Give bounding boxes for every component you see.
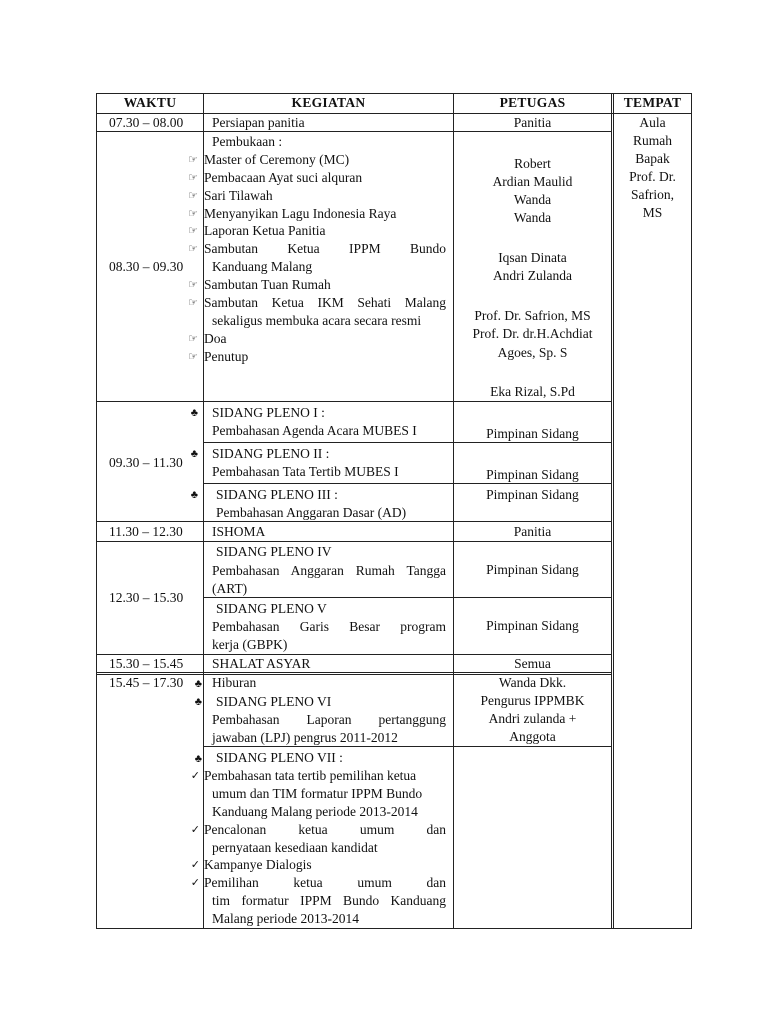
session-item-continued: pernyataan kesediaan kandidat [212,840,378,855]
agenda-item: Sari Tilawah [204,188,273,203]
officer-cell: Pengurus IPPMBK [480,693,585,708]
agenda-item: Sambutan Tuan Rumah [204,277,331,292]
header-kegiatan: KEGIATAN [291,95,366,110]
session-title: SIDANG PLENO VI [216,694,332,709]
activity-cell: SHALAT ASYAR [212,656,311,671]
session-title: SIDANG PLENO III : [216,487,338,502]
session-item: Pembahasan tata tertib pemilihan ketua [204,768,417,783]
officer-cell: Panitia [513,524,552,539]
pointing-hand-icon: ☞ [188,333,198,345]
agenda-item: Sambutan Ketua IKM Sehati Malang [204,295,446,310]
agenda-item-continued: sekaligus membuka acara secara resmi [212,313,422,328]
pointing-hand-icon: ☞ [188,225,198,237]
pointing-hand-icon: ☞ [188,190,198,202]
activity-cell: Hiburan [212,675,257,690]
time-cell: 15.30 – 15.45 [109,656,184,671]
officer-cell: Prof. Dr. Safrion, MS [474,308,591,323]
activity-title: Pembukaan : [212,134,283,149]
officer-cell: Anggota [509,729,556,744]
pointing-hand-icon: ☞ [188,154,198,166]
officer-cell: Robert [514,156,551,171]
officer-cell: Wanda Dkk. [498,675,567,690]
session-item-continued: Malang periode 2013-2014 [212,911,359,926]
officer-cell: Pimpinan Sidang [486,487,579,502]
officer-cell: Pimpinan Sidang [486,467,579,482]
session-desc: kerja (GBPK) [212,637,288,652]
time-cell: 12.30 – 15.30 [109,590,184,605]
time-cell: 07.30 – 08.00 [109,115,184,130]
officer-cell: Andri Zulanda [492,268,573,283]
activity-cell: Persiapan panitia [212,115,305,130]
officer-cell: Agoes, Sp. S [497,345,568,360]
session-title: SIDANG PLENO II : [212,446,330,461]
session-desc: Pembahasan Tata Tertib MUBES I [212,464,399,479]
pointing-hand-icon: ☞ [188,172,198,184]
officer-cell: Eka Rizal, S.Pd [490,384,575,399]
officer-cell: Pimpinan Sidang [486,562,579,577]
session-desc: Pembahasan Garis Besar program [212,619,446,634]
session-item-continued: umum dan TIM formatur IPPM Bundo [212,786,423,801]
header-petugas: PETUGAS [499,95,566,110]
checkmark-icon: ✓ [190,824,200,836]
pointing-hand-icon: ☞ [188,279,198,291]
column-divider [611,93,612,929]
session-title: SIDANG PLENO IV [216,544,332,559]
time-cell: 09.30 – 11.30 [109,455,183,470]
tempat-line: MS [642,205,663,220]
session-desc: Pembahasan Anggaran Rumah Tangga [212,563,446,578]
club-icon: ♣ [194,753,202,765]
officer-cell: Wanda [513,210,552,225]
session-title: SIDANG PLENO I : [212,405,325,420]
club-icon: ♣ [190,407,198,419]
officer-cell: Iqsan Dinata [498,250,567,265]
row-divider [96,541,612,542]
officer-cell: Andri zulanda + [488,711,577,726]
tempat-line: Rumah [633,133,672,148]
session-item: Kampanye Dialogis [204,857,312,872]
officer-cell: Panitia [513,115,552,130]
pointing-hand-icon: ☞ [188,208,198,220]
session-desc: Pembahasan Agenda Acara MUBES I [212,423,417,438]
club-icon: ♣ [194,678,202,690]
agenda-item: Penutup [204,349,249,364]
officer-cell: Pimpinan Sidang [486,426,579,441]
pointing-hand-icon: ☞ [188,243,198,255]
agenda-item: Pembacaan Ayat suci alquran [204,170,363,185]
agenda-item: Master of Ceremony (MC) [204,152,350,167]
officer-cell: Semua [514,656,551,671]
agenda-item: Sambutan Ketua IPPM Bundo [204,241,446,256]
club-icon: ♣ [194,696,202,708]
agenda-item: Doa [204,331,227,346]
session-item-continued: tim formatur IPPM Bundo Kanduang [212,893,446,908]
session-title: SIDANG PLENO V [216,601,327,616]
session-desc: jawaban (LPJ) pengrus 2011-2012 [212,730,398,745]
row-divider [96,401,612,402]
activity-cell: ISHOMA [212,524,266,539]
checkmark-icon: ✓ [190,877,200,889]
tempat-line: Aula [639,115,666,130]
pointing-hand-icon: ☞ [188,351,198,363]
checkmark-icon: ✓ [190,770,200,782]
pointing-hand-icon: ☞ [188,297,198,309]
club-icon: ♣ [190,448,198,460]
officer-cell: Wanda [513,192,552,207]
agenda-item-continued: Kanduang Malang [212,259,313,274]
agenda-item: Laporan Ketua Panitia [204,223,326,238]
session-title: SIDANG PLENO VII : [216,750,343,765]
time-cell: 15.45 – 17.30 [109,675,184,690]
officer-cell: Ardian Maulid [492,174,573,189]
session-item: Pemilihan ketua umum dan [204,875,446,890]
agenda-item: Menyanyikan Lagu Indonesia Raya [204,206,397,221]
session-desc: Pembahasan Laporan pertanggung [212,712,446,727]
tempat-line: Bapak [635,151,670,166]
time-cell: 08.30 – 09.30 [109,259,184,274]
officer-cell: Prof. Dr. dr.H.Achdiat [472,326,593,341]
tempat-line: Prof. Dr. [629,169,676,184]
row-divider [203,597,612,598]
time-cell: 11.30 – 12.30 [109,524,183,539]
officer-cell: Pimpinan Sidang [486,618,579,633]
session-item: Pencalonan ketua umum dan [204,822,446,837]
tempat-line: Safrion, [630,187,675,202]
header-waktu: WAKTU [123,95,177,110]
club-icon: ♣ [190,489,198,501]
session-desc: Pembahasan Anggaran Dasar (AD) [216,505,407,520]
header-tempat: TEMPAT [623,95,682,110]
checkmark-icon: ✓ [190,859,200,871]
session-desc: (ART) [212,581,248,596]
session-item-continued: Kanduang Malang periode 2013-2014 [212,804,418,819]
